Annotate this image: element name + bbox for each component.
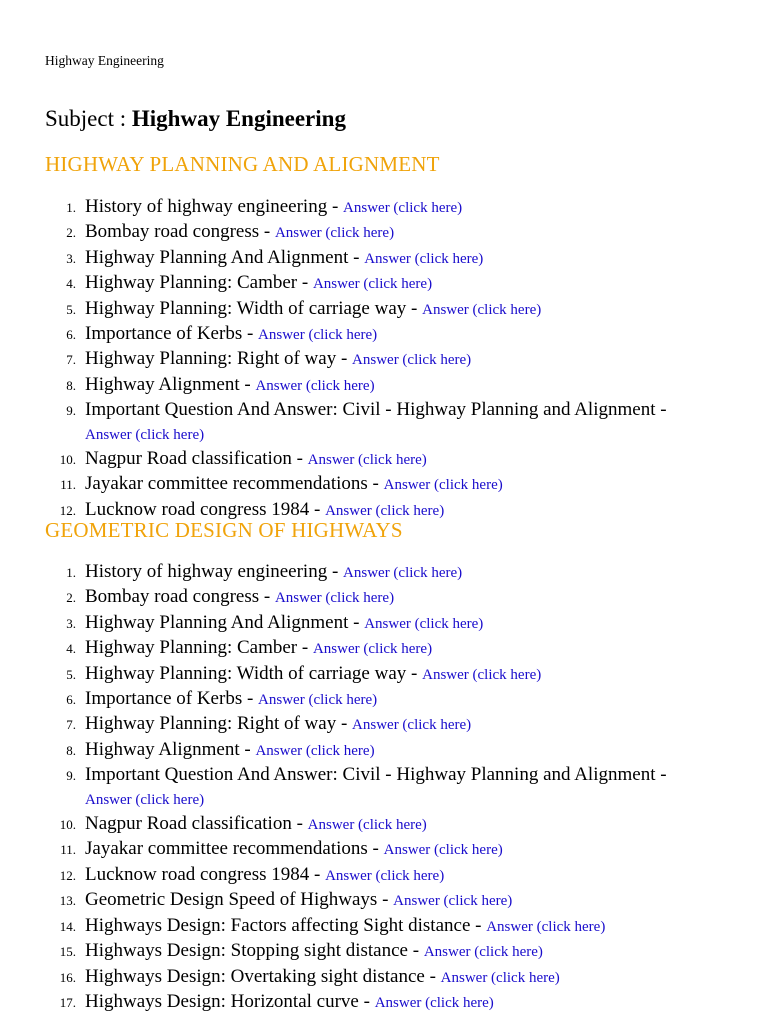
list-item	[0, 939, 740, 964]
list-item-number: 11.	[60, 842, 76, 858]
answer-link[interactable]: Answer (click here)	[255, 377, 375, 394]
list-item	[0, 662, 740, 687]
list-item-title: Highway Alignment -	[85, 373, 256, 395]
list-item-number: 10.	[59, 452, 76, 468]
list-item-number: 5.	[66, 666, 76, 682]
list-item	[0, 888, 740, 913]
answer-link[interactable]: Answer (click here)	[422, 666, 542, 683]
list-item	[0, 914, 740, 939]
list-item	[0, 447, 740, 472]
list-item-title: Jayakar committee recommendations -	[85, 838, 384, 860]
list-item-number: 4.	[66, 641, 76, 657]
subject-name: Highway Engineering	[131, 106, 346, 131]
list-item-title: Highway Planning: Camber -	[85, 272, 313, 294]
answer-link[interactable]: Answer (click here)	[440, 969, 560, 986]
list-item-number: 15.	[59, 944, 76, 960]
list-item	[0, 965, 740, 990]
list-item-number: 8.	[66, 742, 76, 758]
list-item-number: 9.	[66, 768, 76, 784]
answer-link[interactable]: Answer (click here)	[364, 250, 484, 267]
list-item-title: History of highway engineering -	[85, 561, 344, 582]
list-item-number: 11.	[60, 477, 76, 493]
list-item	[0, 812, 740, 837]
list-item-number: 12.	[59, 867, 76, 883]
list-item-number: 9.	[66, 403, 76, 419]
list-item-number: 12.	[59, 502, 76, 518]
list-item	[0, 738, 740, 763]
answer-link[interactable]: Answer (click here)	[393, 893, 513, 910]
answer-link[interactable]: Answer (click here)	[343, 200, 463, 216]
answer-link[interactable]: Answer (click here)	[352, 352, 472, 369]
list-item-number: 1.	[66, 565, 76, 580]
list-item	[0, 560, 740, 585]
list-item-title: Highways Design: Horizontal curve -	[85, 990, 375, 1012]
list-item-title: Highway Planning: Right of way -	[85, 348, 353, 370]
section-heading-planning-alignment: HIGHWAY PLANNING AND ALIGNMENT	[45, 152, 440, 176]
list-item-title: Importance of Kerbs -	[85, 688, 259, 710]
topic-list-planning-alignment	[0, 195, 740, 523]
list-item-title: Geometric Design Speed of Highways -	[85, 889, 394, 911]
list-item	[0, 322, 740, 347]
page-header-title: Highway Engineering	[45, 53, 164, 68]
list-item	[0, 246, 740, 271]
list-item	[0, 297, 740, 322]
answer-link[interactable]: Answer (click here)	[374, 994, 494, 1011]
list-item	[0, 585, 740, 610]
list-item-number: 6.	[66, 692, 76, 708]
list-item-title: Nagpur Road classification -	[85, 813, 308, 835]
section-heading-geometric-design: GEOMETRIC DESIGN OF HIGHWAYS	[45, 518, 403, 542]
answer-link[interactable]: Answer (click here)	[258, 327, 378, 344]
list-item-number: 8.	[66, 377, 76, 393]
list-item	[0, 373, 740, 398]
list-item	[0, 398, 740, 447]
list-item-number: 16.	[59, 969, 76, 985]
list-item	[0, 837, 740, 862]
answer-link[interactable]: Answer (click here)	[312, 276, 433, 293]
topic-list-geometric-design	[0, 560, 740, 1015]
answer-link[interactable]: Answer (click here)	[274, 225, 395, 242]
answer-link[interactable]: Answer (click here)	[383, 842, 503, 859]
list-item-number: 3.	[66, 615, 76, 631]
list-item-title: Bombay road congress -	[85, 586, 275, 608]
list-item-title: Highway Planning And Alignment -	[85, 611, 365, 633]
list-item-title: Highways Design: Factors affecting Sight distance -	[85, 914, 487, 936]
list-item	[0, 271, 740, 296]
list-item-title: Highways Design: Stopping sight distance -	[85, 940, 424, 962]
subject-line	[45, 104, 346, 134]
list-item	[0, 687, 740, 712]
list-item	[0, 863, 740, 888]
list-item	[0, 712, 740, 737]
list-item-title: Lucknow road congress 1984 -	[85, 863, 326, 885]
list-item-title: Highways Design: Overtaking sight distance -	[85, 965, 441, 987]
list-item-number: 10.	[59, 817, 76, 833]
answer-link[interactable]: Answer (click here)	[258, 692, 378, 709]
list-item-number: 2.	[66, 225, 76, 241]
list-item-number: 5.	[66, 301, 76, 317]
list-item	[0, 611, 740, 636]
list-item	[0, 220, 740, 245]
list-item-title: Nagpur Road classification -	[85, 448, 308, 470]
list-item	[0, 472, 740, 497]
list-item-number: 14.	[59, 918, 76, 934]
list-item-number: 3.	[66, 250, 76, 266]
list-item-title: Jayakar committee recommendations -	[85, 473, 384, 495]
answer-link[interactable]: Answer (click here)	[343, 565, 463, 581]
answer-link[interactable]: Answer (click here)	[423, 944, 543, 961]
list-item-title: Highway Alignment -	[85, 738, 256, 760]
list-item-number: 7.	[66, 717, 76, 733]
list-item-number: 13.	[59, 893, 76, 909]
list-item-number: 6.	[66, 327, 76, 343]
list-item-number: 4.	[66, 276, 76, 292]
list-item-title: Importance of Kerbs -	[85, 323, 259, 345]
list-item-title: Highway Planning: Right of way -	[85, 713, 353, 735]
list-item	[0, 347, 740, 372]
subject-prefix: Subject :	[45, 106, 132, 131]
list-item-title: Highway Planning And Alignment -	[85, 246, 365, 268]
list-item-number: 17.	[59, 994, 76, 1010]
answer-link[interactable]: Answer (click here)	[312, 641, 433, 658]
list-item-title: Highway Planning: Width of carriage way -	[85, 662, 423, 684]
answer-link[interactable]: Answer (click here)	[383, 477, 503, 494]
answer-link[interactable]: Answer (click here)	[422, 301, 542, 318]
list-item-number: 1.	[66, 200, 76, 215]
answer-link[interactable]: Answer (click here)	[85, 791, 205, 808]
list-item-title: Lucknow road congress 1984 -	[85, 498, 326, 520]
answer-link[interactable]: Answer (click here)	[364, 615, 484, 632]
list-item-number: 2.	[66, 590, 76, 606]
answer-link[interactable]: Answer (click here)	[85, 426, 205, 443]
list-item-title: Bombay road congress -	[85, 221, 275, 243]
answer-link[interactable]: Answer (click here)	[255, 742, 375, 759]
list-item	[0, 763, 740, 812]
answer-link[interactable]: Answer (click here)	[486, 918, 606, 935]
list-item-title: Highway Planning: Camber -	[85, 637, 313, 659]
list-item	[0, 636, 740, 661]
list-item-number: 7.	[66, 352, 76, 368]
list-item-title: History of highway engineering -	[85, 196, 344, 217]
list-item	[0, 195, 740, 220]
list-item-title: Highway Planning: Width of carriage way -	[85, 297, 423, 319]
list-item	[0, 990, 740, 1015]
list-item-title: Important Question And Answer: Civil - Highway Planning and Alignment -	[85, 399, 667, 421]
answer-link[interactable]: Answer (click here)	[307, 817, 427, 834]
answer-link[interactable]: Answer (click here)	[274, 590, 395, 607]
list-item-title: Important Question And Answer: Civil - Highway Planning and Alignment -	[85, 764, 667, 786]
answer-link[interactable]: Answer (click here)	[325, 867, 445, 884]
answer-link[interactable]: Answer (click here)	[325, 502, 445, 519]
answer-link[interactable]: Answer (click here)	[307, 452, 427, 469]
answer-link[interactable]: Answer (click here)	[352, 717, 472, 734]
